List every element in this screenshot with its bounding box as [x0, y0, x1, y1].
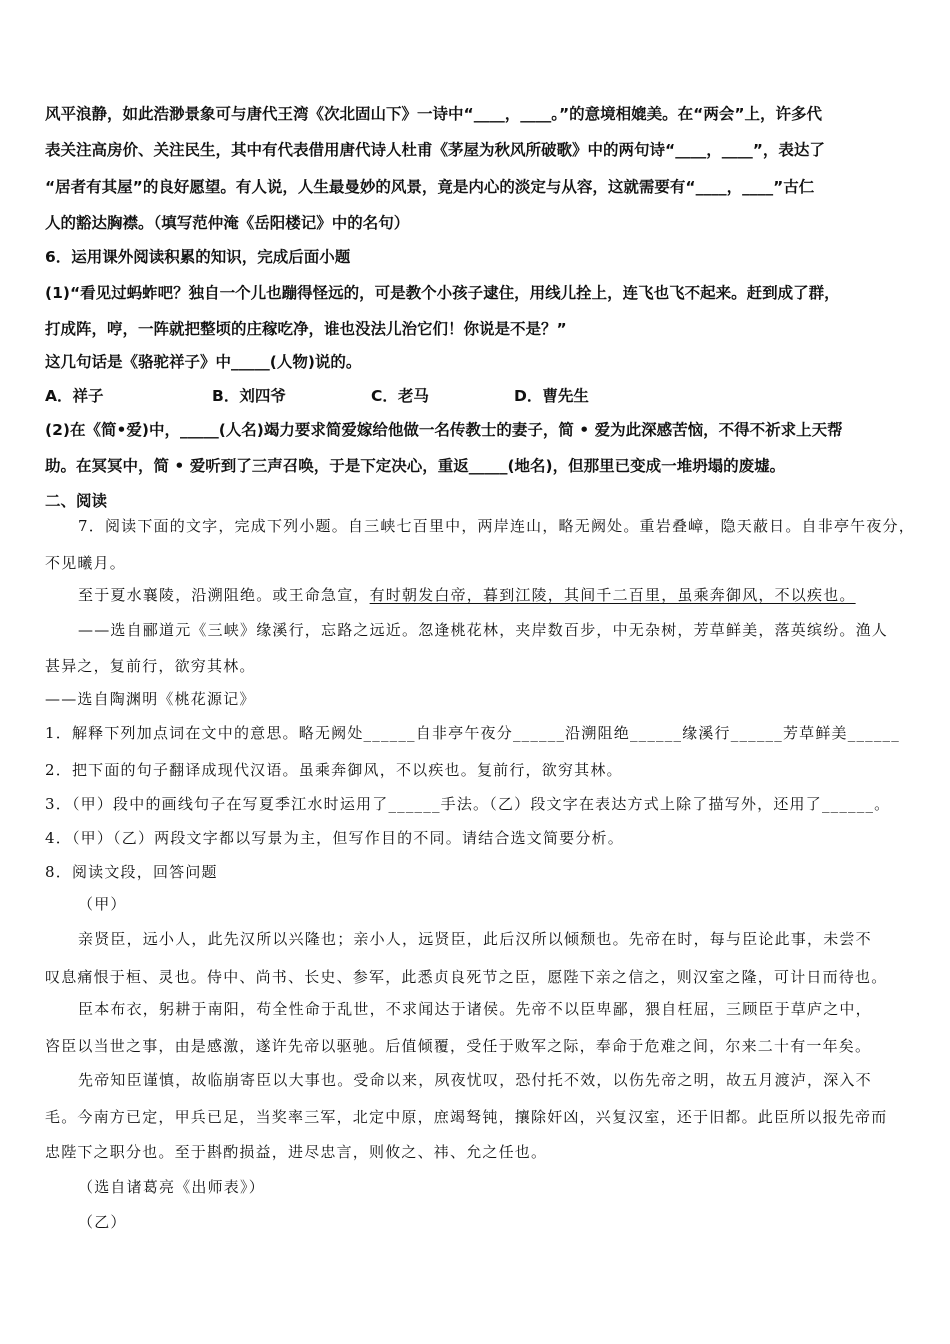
q6-title: 6．运用课外阅读积累的知识，完成后面小题	[45, 248, 351, 266]
q7-line3	[78, 584, 856, 606]
q7-sub2: 2．把下面的句子翻译成现代汉语。虽乘奔御风，不以疾也。复前行，欲穷其林。	[45, 761, 623, 779]
q8-p2-line2: 咨臣以当世之事，由是感激，遂许先帝以驱驰。后值倾覆，受任于败军之际，奉命于危难之间，尔来二十有一年矣。	[45, 1037, 872, 1055]
q7-sub1: 1．解释下列加点词在文中的意思。略无阙处______自非亭午夜分______沿溯阻绝______缘溪行______芳草鲜美______	[45, 724, 900, 742]
q7-line6: ——选自陶渊明《桃花源记》	[45, 690, 256, 708]
q8-source: （选自诸葛亮《出师表》）	[78, 1178, 265, 1196]
para1-line4: 人的豁达胸襟。（填写范仲淹《岳阳楼记》中的名句）	[45, 214, 410, 232]
q6-s1-line1: (1)“看见过蚂蚱吧？独自一个儿也蹦得怪远的，可是教个小孩子逮住，用线儿拴上，连飞也飞不起来。赶到成了群，	[45, 284, 840, 302]
q8-p3-line2: 毛。今南方已定，甲兵已足，当奖率三军，北定中原，庶竭驽钝，攘除奸凶，兴复汉室，还于旧都。此臣所以报先帝而	[45, 1108, 888, 1126]
q6-s2-line2: 助。在冥冥中，简 • 爱听到了三声召唤，于是下定决心，重返_____(地名)，但那里已变成一堆坍塌的废墟。	[45, 457, 786, 475]
para1-line2: 表关注高房价、关注民生，其中有代表借用唐代诗人杜甫《茅屋为秋风所破歌》中的两句诗“____，____”，表达了	[45, 141, 825, 159]
option-a: A．祥子	[45, 387, 104, 405]
q7-line2: 不见曦月。	[45, 554, 127, 572]
q8-p3-line1: 先帝知臣谨慎，故临崩寄臣以大事也。受命以来，夙夜忧叹，恐付托不效，以伤先帝之明，故五月渡泸，深入不	[78, 1071, 872, 1089]
q8-jia: （甲）	[78, 895, 127, 913]
q7-sub3: 3．（甲）段中的画线句子在写夏季江水时运用了______手法。（乙）段文字在表达方式上除了描写外，还用了______。	[45, 795, 891, 813]
q8-p2-line1: 臣本布衣，躬耕于南阳，苟全性命于乱世，不求闻达于诸侯。先帝不以臣卑鄙，猥自枉屈，三顾臣于草庐之中，	[78, 1000, 872, 1018]
underlined-sentence: 有时朝发白帝，暮到江陵，其间千二百里，虽乘奔御风，不以疾也。	[369, 586, 856, 604]
section-heading: 二、阅读	[45, 492, 108, 510]
para1-line3: “居者有其屋”的良好愿望。有人说，人生最曼妙的风景，竟是内心的淡定与从容，这就需要有“____，____”古仁	[45, 178, 815, 196]
q6-s1-line3: 这几句话是《骆驼祥子》中_____(人物)说的。	[45, 353, 362, 371]
q7-line3-text: 至于夏水襄陵，沿溯阻绝。或王命急宣，	[78, 586, 370, 604]
q6-options	[45, 385, 589, 407]
q8-p1-line1: 亲贤臣，远小人，此先汉所以兴隆也；亲小人，远贤臣，此后汉所以倾颓也。先帝在时，每与臣论此事，未尝不	[78, 930, 872, 948]
option-d: D．曹先生	[514, 387, 589, 405]
q7-line4: ——选自郦道元《三峡》缘溪行，忘路之远近。忽逢桃花林，夹岸数百步，中无杂树，芳草鲜美，落英缤纷。渔人	[78, 621, 889, 639]
option-b: B．刘四爷	[212, 387, 286, 405]
q7-line1: 7．阅读下面的文字，完成下列小题。自三峡七百里中，两岸连山，略无阙处。重岩叠嶂，隐天蔽日。自非亭午夜分，	[78, 517, 915, 535]
option-c: C．老马	[371, 387, 429, 405]
q8-yi: （乙）	[78, 1213, 127, 1231]
q6-s2-line1: (2)在《简•爱)中，_____(人名)竭力要求简爱嫁给他做一名传教士的妻子，简 • 爱为此深感苦恼，不得不祈求上天帮	[45, 421, 843, 439]
q8-p3-line3: 忠陛下之职分也。至于斟酌损益，进尽忠言，则攸之、祎、允之任也。	[45, 1143, 548, 1161]
q7-sub4: 4．（甲）（乙）两段文字都以写景为主，但写作目的不同。请结合选文简要分析。	[45, 829, 624, 847]
q8-title: 8．阅读文段，回答问题	[45, 863, 218, 881]
q7-line5: 甚异之，复前行，欲穷其林。	[45, 657, 256, 675]
q6-s1-line2: 打成阵，哼，一阵就把整顷的庄稼吃净，谁也没法儿治它们！你说是不是？”	[45, 320, 567, 338]
q8-p1-line2: 叹息痛恨于桓、灵也。侍中、尚书、长史、参军，此悉贞良死节之臣，愿陛下亲之信之，则汉室之隆，可计日而待也。	[45, 968, 888, 986]
para1-line1: 风平浪静，如此浩渺景象可与唐代王湾《次北固山下》一诗中“____，____。”的意境相媲美。在“两会”上，许多代	[45, 105, 823, 123]
